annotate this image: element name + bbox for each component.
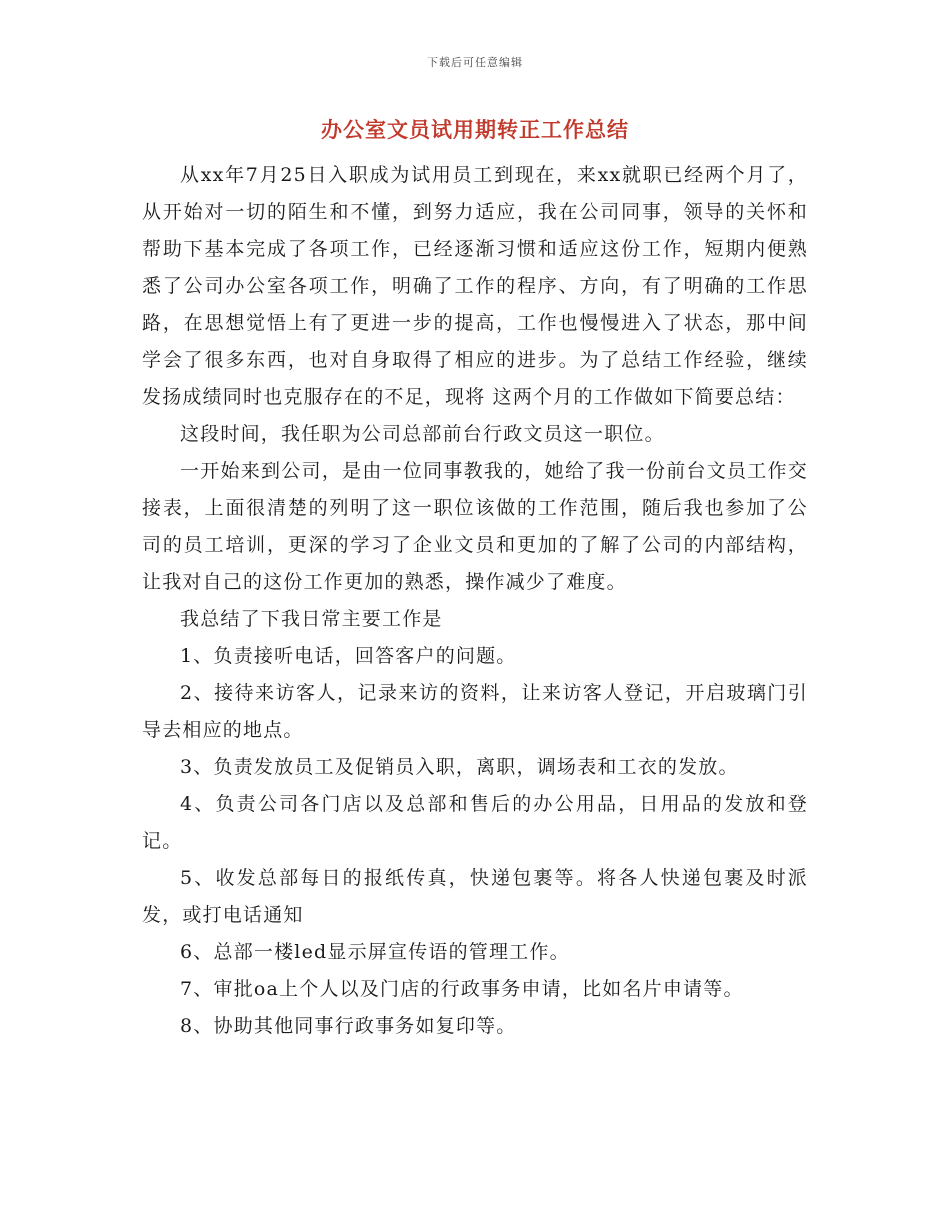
paragraph-intro: 从xx年7月25日入职成为试用员工到现在，来xx就职已经两个月了，从开始对一切的陌生和不懂，到努力适应，我在公司同事，领导的关怀和帮助下基本完成了各项工作，已经逐渐习惯和适应这份工作，短期内便熟悉了公司办公室各项工作，明确了工作的程序、方向，有了明确的工作思路，在思想觉悟上有了更进一步的提高，工作也慢慢进入了状态，那中间学会了很多东西，也对自身取得了相应的进步。为了总结工作经验，继续发扬成绩同时也克服存在的不足，现将 这两个月的工作做如下简要总结：	[142, 164, 808, 408]
list-item-duty-1: 1、负责接听电话，回答客户的问题。	[180, 645, 517, 667]
paragraph-onboarding: 一开始来到公司，是由一位同事教我的，她给了我一份前台文员工作交接表，上面很清楚的列明了这一职位该做的工作范围，随后我也参加了公司的员工培训，更深的学习了企业文员和更加的了解了公司的内部结构，让我对自己的这份工作更加的熟悉，操作减少了难度。	[142, 460, 808, 593]
list-item-duty-5: 5、收发总部每日的报纸传真，快递包裹等。将各人快递包裹及时派发，或打电话通知	[142, 867, 808, 926]
paragraph-position: 这段时间，我任职为公司总部前台行政文员这一职位。	[180, 423, 665, 445]
header-note: 下载后可任意编辑	[427, 56, 523, 69]
list-item-duty-4: 4、负责公司各门店以及总部和售后的办公用品，日用品的发放和登记。	[142, 793, 808, 852]
document-body	[142, 157, 808, 1045]
list-item-duty-8: 8、协助其他同事行政事务如复印等。	[180, 1015, 517, 1037]
list-item-duty-2: 2、接待来访客人，记录来访的资料，让来访客人登记，开启玻璃门引导去相应的地点。	[142, 682, 808, 741]
document-title: 办公室文员试用期转正工作总结	[321, 117, 629, 142]
list-item-duty-6: 6、总部一楼led显示屏宣传语的管理工作。	[180, 941, 570, 963]
list-item-duty-7: 7、审批oa上个人以及门店的行政事务申请，比如名片申请等。	[180, 978, 744, 1000]
list-item-duty-3: 3、负责发放员工及促销员入职，离职，调场表和工衣的发放。	[180, 756, 739, 778]
paragraph-duties-intro: 我总结了下我日常主要工作是	[180, 608, 443, 630]
